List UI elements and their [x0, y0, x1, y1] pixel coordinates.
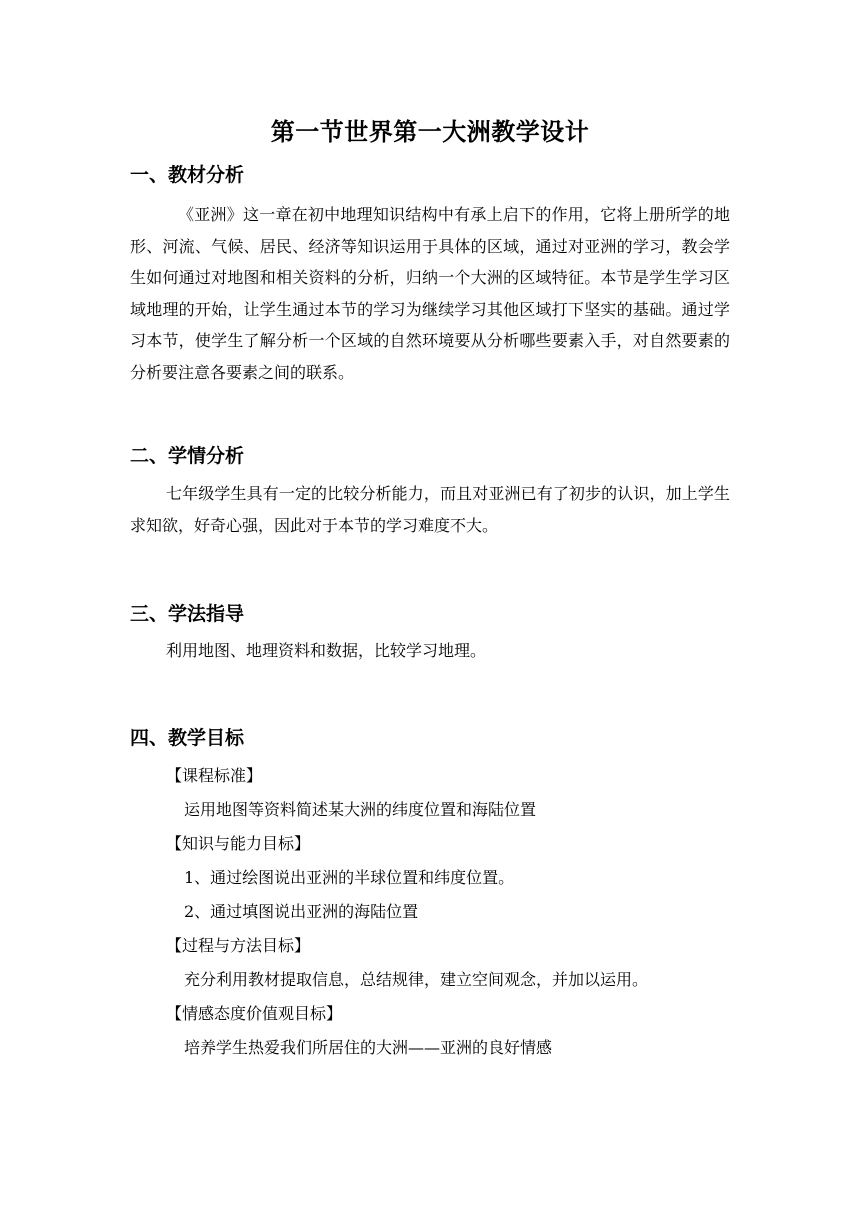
objective-label-curriculum-standard: 【课程标准】	[166, 766, 263, 785]
document-title: 第一节世界第一大洲教学设计	[270, 118, 590, 146]
objective-label-knowledge-ability: 【知识与能力目标】	[166, 834, 311, 853]
objective-text-emotion-attitude: 培养学生热爱我们所居住的大洲——亚洲的良好情感	[184, 1038, 553, 1057]
section-paragraph-student-analysis: 七年级学生具有一定的比较分析能力，而且对亚洲已有了初步的认识，加上学生求知欲，好奇心强，因此对于本节的学习难度不大。	[130, 484, 730, 535]
section-heading-teaching-objectives: 四、教学目标	[130, 727, 245, 749]
objective-text-knowledge-2: 2、通过填图说出亚洲的海陆位置	[184, 902, 419, 921]
section-paragraph-study-method: 利用地图、地理资料和数据，比较学习地理。	[166, 641, 487, 660]
objective-text-knowledge-1: 1、通过绘图说出亚洲的半球位置和纬度位置。	[184, 868, 515, 887]
objective-text-curriculum-standard: 运用地图等资料简述某大洲的纬度位置和海陆位置	[184, 800, 537, 819]
objective-text-process-method: 充分利用教材提取信息，总结规律，建立空间观念，并加以运用。	[184, 970, 649, 989]
section-heading-textbook-analysis: 一、教材分析	[130, 164, 245, 186]
section-paragraph-textbook-analysis: 《亚洲》这一章在初中地理知识结构中有承上启下的作用，它将上册所学的地形、河流、气候、居民、经济等知识运用于具体的区域，通过对亚洲的学习，教会学生如何通过对地图和相关资料的分析，归纳一个大洲的区域特征。本节是学生学习区域地理的开始，让学生通过本节的学习为继续学习其他区域打下坚实的基础。通过学习本节，使学生了解分析一个区域的自然环境要从分析哪些要素入手，对自然要素的分析要注意各要素之间的联系。	[130, 205, 730, 382]
objective-label-process-method: 【过程与方法目标】	[166, 936, 311, 955]
section-heading-study-method: 三、学法指导	[130, 603, 245, 625]
section-heading-student-analysis: 二、学情分析	[130, 445, 245, 467]
objective-label-emotion-attitude: 【情感态度价值观目标】	[166, 1004, 343, 1023]
